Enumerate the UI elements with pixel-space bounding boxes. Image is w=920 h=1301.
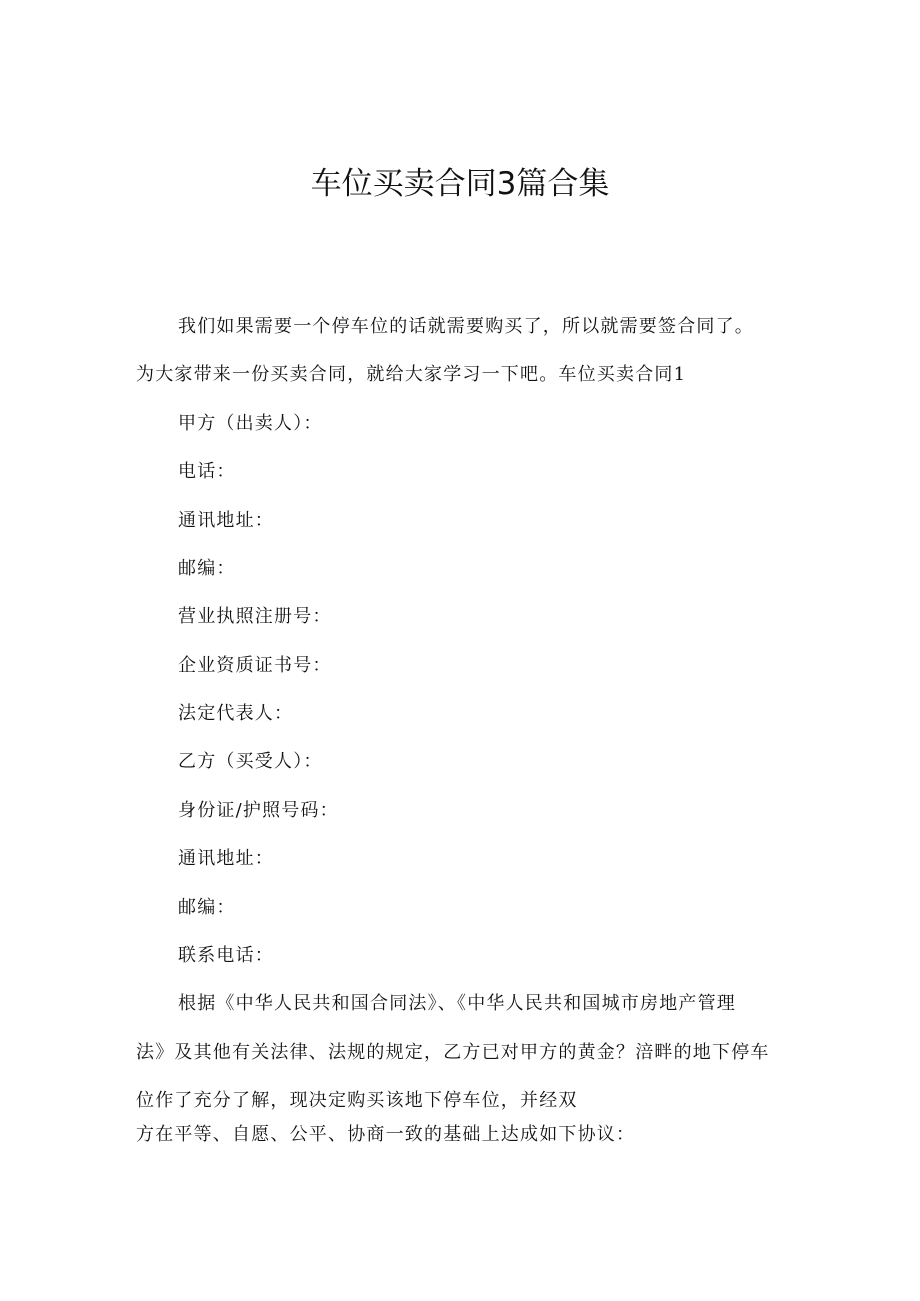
basis-line-4: 方在平等、自愿、公平、协商一致的基础上达成如下协议： bbox=[136, 1124, 636, 1145]
intro-line-2: 为大家带来一份买卖合同，就给大家学习一下吧。车位买卖合同1 bbox=[136, 364, 687, 385]
field-seller: 甲方（出卖人）： bbox=[178, 413, 323, 434]
basis-line-1: 根据《中华人民共和国合同法》、《中华人民共和国城市房地产管理 bbox=[178, 993, 736, 1014]
field-qualification-no: 企业资质证书号： bbox=[178, 655, 332, 676]
field-contact-phone: 联系电话： bbox=[178, 945, 274, 966]
field-id-passport: 身份证/护照号码： bbox=[178, 800, 339, 821]
field-buyer-postcode: 邮编： bbox=[178, 897, 236, 918]
field-legal-rep: 法定代表人： bbox=[178, 703, 294, 724]
basis-line-2: 法》及其他有关法律、法规的规定，乙方已对甲方的黄金？涪畔的地下停车 bbox=[136, 1042, 770, 1063]
field-seller-postcode: 邮编： bbox=[178, 558, 236, 579]
field-buyer-address: 通讯地址： bbox=[178, 848, 274, 869]
field-buyer: 乙方（买受人）： bbox=[178, 751, 323, 772]
field-license-no: 营业执照注册号： bbox=[178, 606, 332, 627]
document-title: 车位买卖合同3篇合集 bbox=[310, 166, 610, 202]
field-phone: 电话： bbox=[178, 461, 236, 482]
basis-line-3: 位作了充分了解，现决定购买该地下停车位，并经双 bbox=[136, 1090, 578, 1111]
intro-line-1: 我们如果需要一个停车位的话就需要购买了，所以就需要签合同了。 bbox=[178, 316, 754, 337]
field-seller-address: 通讯地址： bbox=[178, 510, 274, 531]
